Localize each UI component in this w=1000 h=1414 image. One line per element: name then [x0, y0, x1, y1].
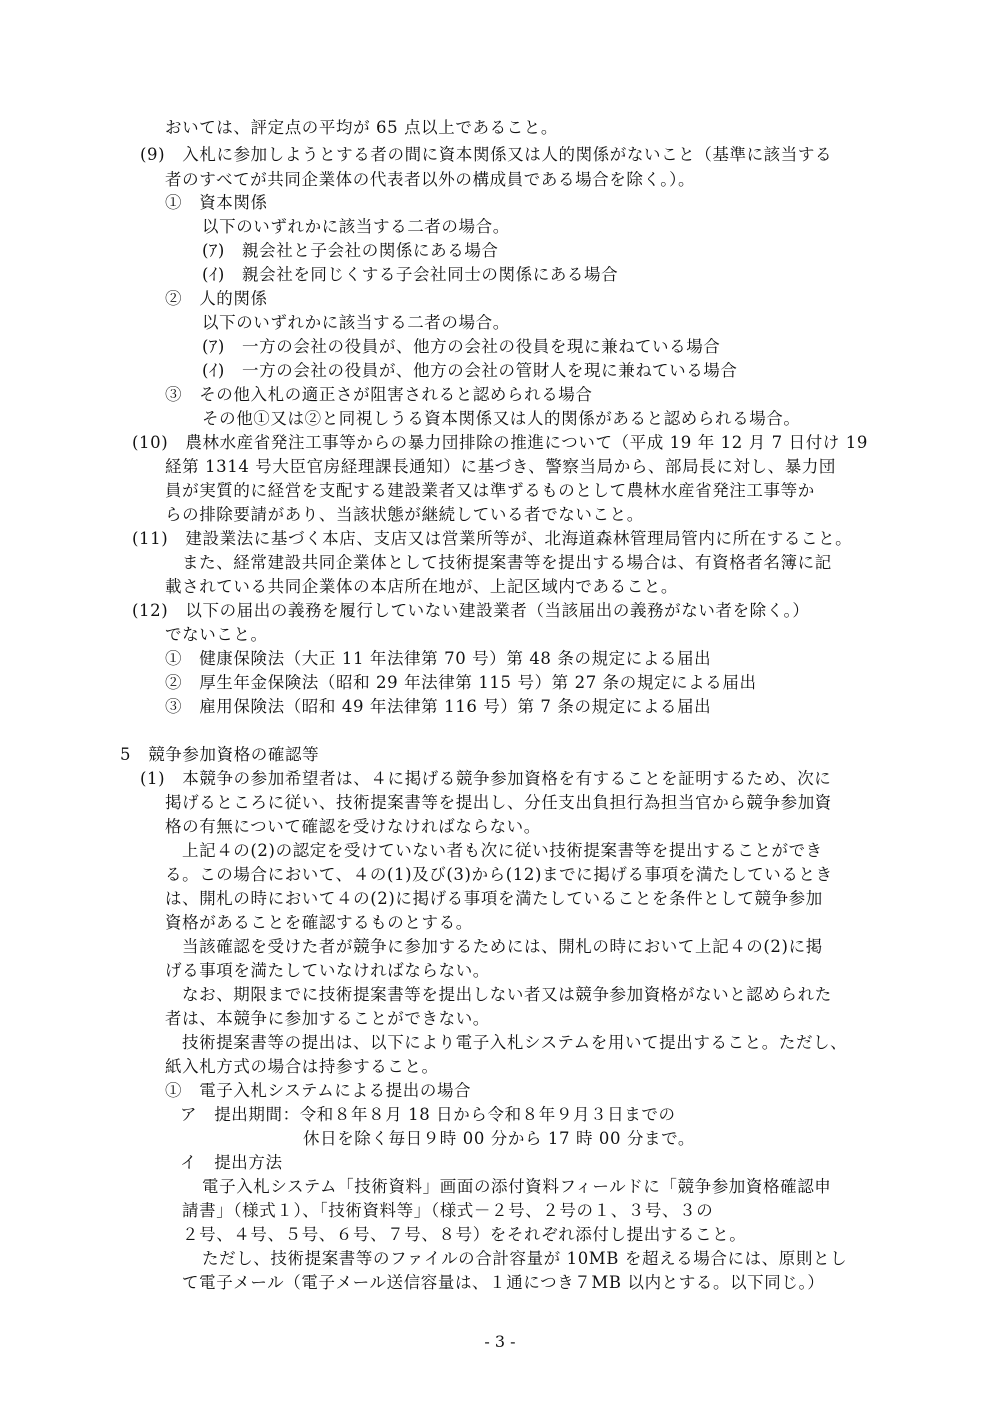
item-11-heading: (11) 建設業法に基づく本店、支店又は営業所等が、北海道森林管理局管内に所在すること。 — [132, 529, 853, 548]
text-line: る。この場合において、４の(1)及び(3)から(12)までに掲げる事項を満たしているとき — [165, 865, 833, 884]
text-line: 当該確認を受けた者が競争に参加するためには、開札の時において上記４の(2)に掲 — [182, 937, 823, 956]
text-line: 者のすべてが共同企業体の代表者以外の構成員である場合を除く。）。 — [165, 170, 696, 189]
text-line: 技術提案書等の提出は、以下により電子入札システムを用いて提出すること。ただし、 — [182, 1033, 848, 1052]
item-10-heading: (10) 農林水産省発注工事等からの暴力団排除の推進について（平成 19 年 12 月 7 日付け 19 — [132, 433, 868, 452]
sub-item-2-heading: ② 人的関係 — [165, 289, 268, 308]
item-9-heading: (9) 入札に参加しようとする者の間に資本関係又は人的関係がないこと（基準に該当する — [140, 145, 833, 164]
sub-item-1-heading: ① 資本関係 — [165, 193, 268, 212]
text-line: 電子入札システム「技術資料」画面の添付資料フィールドに「競争参加資格確認申 — [202, 1177, 832, 1196]
text-line: また、経常建設共同企業体として技術提案書等を提出する場合は、有資格者名簿に記 — [182, 553, 832, 572]
text-line: ① 健康保険法（大正 11 年法律第 70 号）第 48 条の規定による届出 — [165, 649, 712, 668]
sub-item-1-heading: ① 電子入札システムによる提出の場合 — [165, 1081, 472, 1100]
text-line: 員が実質的に経営を支配する建設業者又は準ずるものとして農林水産省発注工事等か — [165, 481, 815, 500]
item-12-heading: (12) 以下の届出の義務を履行していない建設業者（当該届出の義務がない者を除く。） — [132, 601, 810, 620]
sub-item-3-heading: ③ その他入札の適正さが阻害されると認められる場合 — [165, 385, 593, 404]
item-1-heading: (1) 本競争の参加希望者は、４に掲げる競争参加資格を有することを証明するため、次に — [140, 769, 832, 788]
text-line: 資格があることを確認するものとする。 — [165, 913, 473, 932]
text-line: 格の有無について確認を受けなければならない。 — [165, 817, 541, 836]
text-line: ２号、４号、５号、６号、７号、８号）をそれぞれ添付し提出すること。 — [182, 1225, 747, 1244]
text-line: ② 厚生年金保険法（昭和 29 年法律第 115 号）第 27 条の規定による届出 — [165, 673, 757, 692]
text-line: 以下のいずれかに該当する二者の場合。 — [202, 313, 510, 332]
text-line: げる事項を満たしていなければならない。 — [165, 961, 490, 980]
text-line: 掲げるところに従い、技術提案書等を提出し、分任支出負担行為担当官から競争参加資 — [165, 793, 832, 812]
text-line: 者は、本競争に参加することができない。 — [165, 1009, 490, 1028]
section-5-heading: 5 競争参加資格の確認等 — [120, 745, 320, 764]
text-line: (ｱ) 一方の会社の役員が、他方の会社の役員を現に兼ねている場合 — [202, 337, 721, 356]
text-line: ただし、技術提案書等のファイルの合計容量が 10MB を超える場合には、原則とし — [202, 1249, 848, 1268]
text-line: 紙入札方式の場合は持参すること。 — [165, 1057, 439, 1076]
text-line: 上記４の(2)の認定を受けていない者も次に従い技術提案書等を提出することができ — [182, 841, 823, 860]
submission-period: ア 提出期間：令和８年８月 18 日から令和８年９月３日までの — [180, 1105, 676, 1124]
text-line: (ｱ) 親会社と子会社の関係にある場合 — [202, 241, 499, 260]
text-line: でないこと。 — [165, 625, 268, 644]
submission-method-heading: イ 提出方法 — [180, 1153, 283, 1172]
text-line: 載されている共同企業体の本店所在地が、上記区域内であること。 — [165, 577, 678, 596]
text-line: おいては、評定点の平均が 65 点以上であること。 — [165, 118, 558, 137]
text-line: (ｲ) 一方の会社の役員が、他方の会社の管財人を現に兼ねている場合 — [202, 361, 738, 380]
submission-hours: 休日を除く毎日９時 00 分から 17 時 00 分まで。 — [303, 1129, 696, 1148]
text-line: て電子メール（電子メール送信容量は、１通につき７MB 以内とする。以下同じ。） — [182, 1273, 825, 1292]
text-line: なお、期限までに技術提案書等を提出しない者又は競争参加資格がないと認められた — [182, 985, 832, 1004]
text-line: 経第 1314 号大臣官房経理課長通知）に基づき、警察当局から、部局長に対し、暴力団 — [165, 457, 837, 476]
text-line: (ｲ) 親会社を同じくする子会社同士の関係にある場合 — [202, 265, 619, 284]
text-line: は、開札の時において４の(2)に掲げる事項を満たしていることを条件として競争参加 — [165, 889, 823, 908]
text-line: ③ 雇用保険法（昭和 49 年法律第 116 号）第 7 条の規定による届出 — [165, 697, 712, 716]
text-line: その他①又は②と同視しうる資本関係又は人的関係があると認められる場合。 — [202, 409, 801, 428]
text-line: 請書」（様式１）、「技術資料等」（様式－２号、２号の１、３号、３の — [182, 1201, 714, 1220]
page-number: - 3 - — [484, 1332, 516, 1351]
text-line: らの排除要請があり、当該状態が継続している者でないこと。 — [165, 505, 644, 524]
text-line: 以下のいずれかに該当する二者の場合。 — [202, 217, 510, 236]
